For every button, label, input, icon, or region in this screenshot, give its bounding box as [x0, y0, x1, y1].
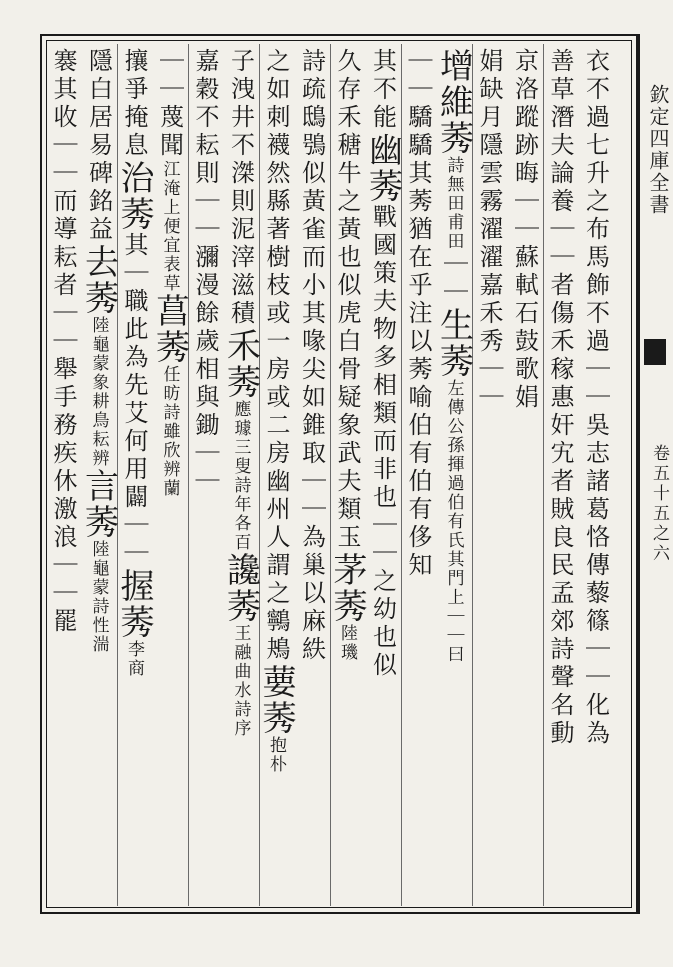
text-segment: 嘉穀不耘則｜｜瀰漫	[191, 48, 219, 300]
headword: 菖莠	[149, 293, 190, 365]
column-divider	[543, 44, 544, 906]
text-column	[190, 48, 220, 496]
text-segment: 休激浪｜｜罷	[49, 468, 77, 636]
text-segment: 其莠猶在乎注以莠喻伯有伯有侈知	[404, 160, 432, 580]
text-column	[545, 48, 575, 748]
text-segment: 左傳公孫揮過伯有氏其門上｜｜曰	[443, 379, 464, 664]
text-segment: 應璩三叟詩年各百	[230, 400, 251, 552]
text-segment: 耘者｜｜舉手務疾	[49, 244, 77, 468]
text-segment: 詩無田甫田	[443, 156, 464, 251]
text-column	[581, 48, 611, 748]
text-column	[149, 48, 190, 498]
text-column	[297, 48, 327, 664]
column-divider	[188, 44, 189, 906]
text-column	[220, 48, 261, 738]
text-segment: 衣不過七升之布馬飾不過｜｜吳志諸葛恪傳藜篠｜｜化為	[581, 48, 610, 748]
text-segment: 王融曲水詩序	[230, 624, 251, 738]
text-segment: 久存	[333, 48, 361, 104]
text-segment: 李商	[124, 640, 144, 678]
text-column	[78, 48, 119, 654]
text-column	[433, 48, 474, 664]
text-column	[474, 48, 504, 412]
text-segment: 善草潛夫論養｜｜者傷禾稼惠奸宄者賊良民孟郊詩聲名動	[546, 48, 574, 748]
headword: 生莠	[433, 307, 474, 379]
text-segment: 其不能	[368, 48, 397, 132]
text-segment: 戰國策夫物多相類而非也｜｜之幼也似	[368, 204, 397, 680]
text-segment: 之如刺襪然縣著樹枝或一房或二房幽州人謂之鸋鴂	[262, 48, 290, 664]
headword: 增	[433, 48, 474, 84]
headword: 握莠	[114, 568, 154, 640]
text-segment: 攘爭掩息	[120, 48, 148, 160]
text-segment: 隱白居易碑銘益	[84, 48, 113, 244]
text-segment: 陸璣	[337, 624, 357, 662]
margin-header: 欽定四庫全書	[646, 84, 670, 216]
text-column	[327, 48, 367, 662]
text-segment: 娟缺月隱雲霧濯濯嘉禾秀｜｜	[475, 48, 503, 412]
text-segment: 禾䅯牛之黃也似虎白骨疑象武夫類玉	[333, 104, 361, 552]
fish-tail-mark-icon	[644, 339, 666, 365]
text-segment: 餘歲相與鋤｜｜	[191, 300, 219, 496]
headword: 幽莠	[362, 132, 403, 204]
headword: 言莠	[78, 468, 119, 540]
headword: 禾莠	[220, 328, 261, 400]
margin-strip	[638, 34, 668, 914]
headword: 治莠	[114, 160, 154, 232]
volume-label: 卷五十五之六	[649, 444, 669, 564]
text-column	[48, 48, 78, 636]
text-segment: 子洩井不滐則泥滓滋積	[226, 48, 255, 328]
column-divider	[330, 44, 331, 906]
text-column	[362, 48, 403, 680]
text-segment: ｜｜	[439, 251, 468, 307]
text-column	[510, 48, 540, 412]
text-segment: 陸龜蒙詩性湍	[88, 540, 109, 654]
text-segment: 陸龜蒙象耕鳥耘辨	[88, 316, 109, 468]
column-divider	[472, 44, 473, 906]
headword: 茅莠	[327, 552, 367, 624]
text-segment: 京洛蹤跡晦｜｜蘇軾石鼓歌娟	[510, 48, 539, 412]
text-column	[114, 48, 154, 678]
text-segment: 艾何用闢｜｜	[120, 400, 148, 568]
text-segment: 任昉詩雖欣辨蘭	[159, 365, 180, 498]
text-segment: ｜｜驕驕	[404, 48, 432, 160]
text-segment: 詩疏鴟鴞似黃雀而小其喙尖如錐取｜｜為巢以麻紩	[297, 48, 326, 664]
text-column	[256, 48, 296, 774]
text-segment: 其｜職此為先	[120, 232, 148, 400]
text-segment: 江淹上便宜表草	[159, 160, 180, 293]
column-divider	[259, 44, 260, 906]
text-segment: 抱朴	[266, 736, 286, 774]
text-column	[403, 48, 433, 580]
text-segment: ｜｜蔑聞	[155, 48, 184, 160]
headword: 維莠	[433, 84, 474, 156]
headword: 葽莠	[256, 664, 296, 736]
headword: 去莠	[78, 244, 119, 316]
headword: 讒莠	[220, 552, 261, 624]
text-segment: 褰其收｜｜而導	[49, 48, 77, 244]
